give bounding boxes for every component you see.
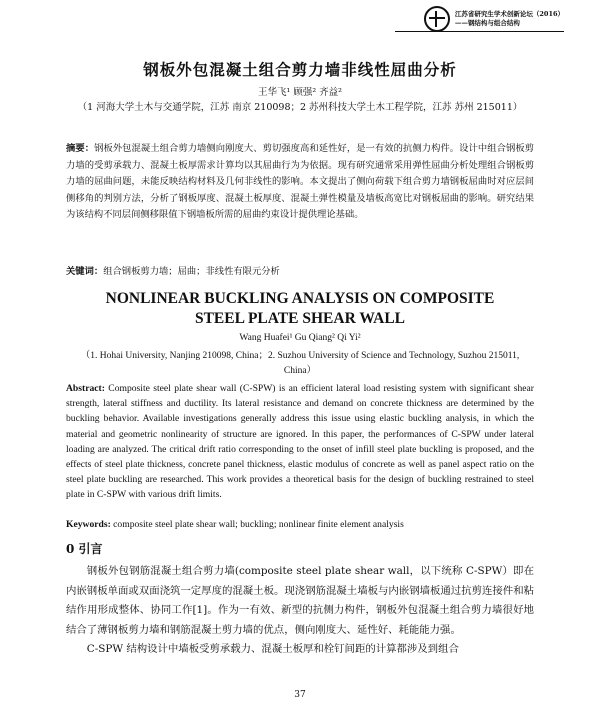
- chinese-authors: 王华飞¹ 顾强² 齐益²: [258, 87, 342, 98]
- page-number: 37: [294, 690, 306, 700]
- chinese-keywords: [66, 263, 534, 277]
- section-heading: 0 引言: [66, 542, 103, 556]
- chinese-keywords-text: 组合钢板剪力墙；屈曲；非线性有限元分析: [103, 266, 280, 277]
- english-affiliation: （1. Hohai University, Nanjing 210098, China；2. Suzhou University of Science and Technology, Suzhou 215011, China）: [80, 351, 520, 376]
- header-line-2: ——钢结构与组合结构: [454, 19, 520, 27]
- body-paragraph-2: C-SPW 结构设计中墙板受剪承载力、混凝土板厚和栓钉间距的计算都涉及到组合: [86, 643, 459, 656]
- chinese-abstract-text: 钢板外包混凝土组合剪力墙侧向刚度大、剪切强度高和延性好，是一有效的抗侧力构件。设计中组合钢板剪力墙的受剪承载力、混凝土板厚需求计算均以其屈曲行为为依据。现有研究通常采用弹性屈曲分析处理组合钢板剪力墙的屈曲问题，未能反映结构材料及几何非线性的影响。本文提出了侧向荷载下组合剪力墙钢板屈曲时对应层间侧移角的判别方法，分析了钢板厚度、混凝土板厚度、混凝土弹性模量及墙板高宽比对钢板屈曲的影响。研究结果为该结构不同层间侧移限值下钢墙板所需的屈曲约束设计提供理论基础。: [66, 143, 534, 221]
- english-keywords-label: Keywords:: [66, 519, 111, 530]
- english-authors: Wang Huafei¹ Gu Qiang² Qi Yi²: [239, 333, 361, 343]
- header-line-1: 江苏省研究生学术创新论坛（2016）: [454, 10, 564, 18]
- chinese-keywords-label: 关键词：: [66, 266, 104, 277]
- chinese-affiliation: （1 河海大学土木与交通学院，江苏 南京 210098；2 苏州科技大学土木工程学院，江苏 苏州 215011）: [77, 102, 523, 113]
- english-abstract-label: Abstract:: [66, 383, 105, 394]
- forum-logo-icon: [424, 6, 450, 32]
- english-abstract: [66, 381, 534, 503]
- english-title-line-1: NONLINEAR BUCKLING ANALYSIS ON COMPOSITE: [105, 290, 495, 307]
- english-title-line-2: STEEL PLATE SHEAR WALL: [194, 310, 406, 327]
- english-keywords-text: composite steel plate shear wall; buckling; nonlinear finite element analysis: [113, 519, 404, 530]
- body-text: [66, 562, 534, 660]
- chinese-title: 钢板外包混凝土组合剪力墙非线性屈曲分析: [143, 60, 457, 79]
- journal-header: [424, 6, 564, 32]
- english-title: [0, 289, 600, 329]
- body-paragraph-1: 钢板外包钢筋混凝土组合剪力墙(composite steel plate shear wall，以下统称 C-SPW）即在内嵌钢板单面或双面浇筑一定厚度的混凝土板。现浇钢筋混凝土墙板与内嵌钢墙板通过抗剪连接件和粘结作用形成整体、协同工作[1]。作为一有效、新型的抗侧力构件，钢板外包混凝土组合剪力墙很好地结合了薄钢板剪力墙和钢筋混凝土剪力墙的优点，侧向刚度大、延性好、耗能能力强。: [66, 565, 534, 636]
- english-keywords: [66, 519, 534, 530]
- english-abstract-text: Composite steel plate shear wall (C-SPW) is an efficient lateral load resisting system with significant shear strength, lateral stiffness and ductility. Its lateral resistance and demand on concrete thickness are determined by the buckling behavior. Available investigations generally address this issue using elastic buckling analysis, in which the material and geometric nonlinearity of structure are ignored. In this paper, the performances of C-SPW under lateral loading are analyzed. The critical drift ratio corresponding to the onset of infill steel plate buckling is proposed, and the effects of steel plate thickness, concrete panel thickness, elastic modulus of concrete as well as panel aspect ratio on the steel plate buckling are researched. This work provides a theoretical basis for the design of buckling restrained to steel plate in C-SPW with various drift limits.: [66, 383, 534, 501]
- header-divider: [395, 31, 564, 32]
- chinese-abstract: [66, 141, 534, 224]
- chinese-abstract-label: 摘要：: [66, 143, 95, 154]
